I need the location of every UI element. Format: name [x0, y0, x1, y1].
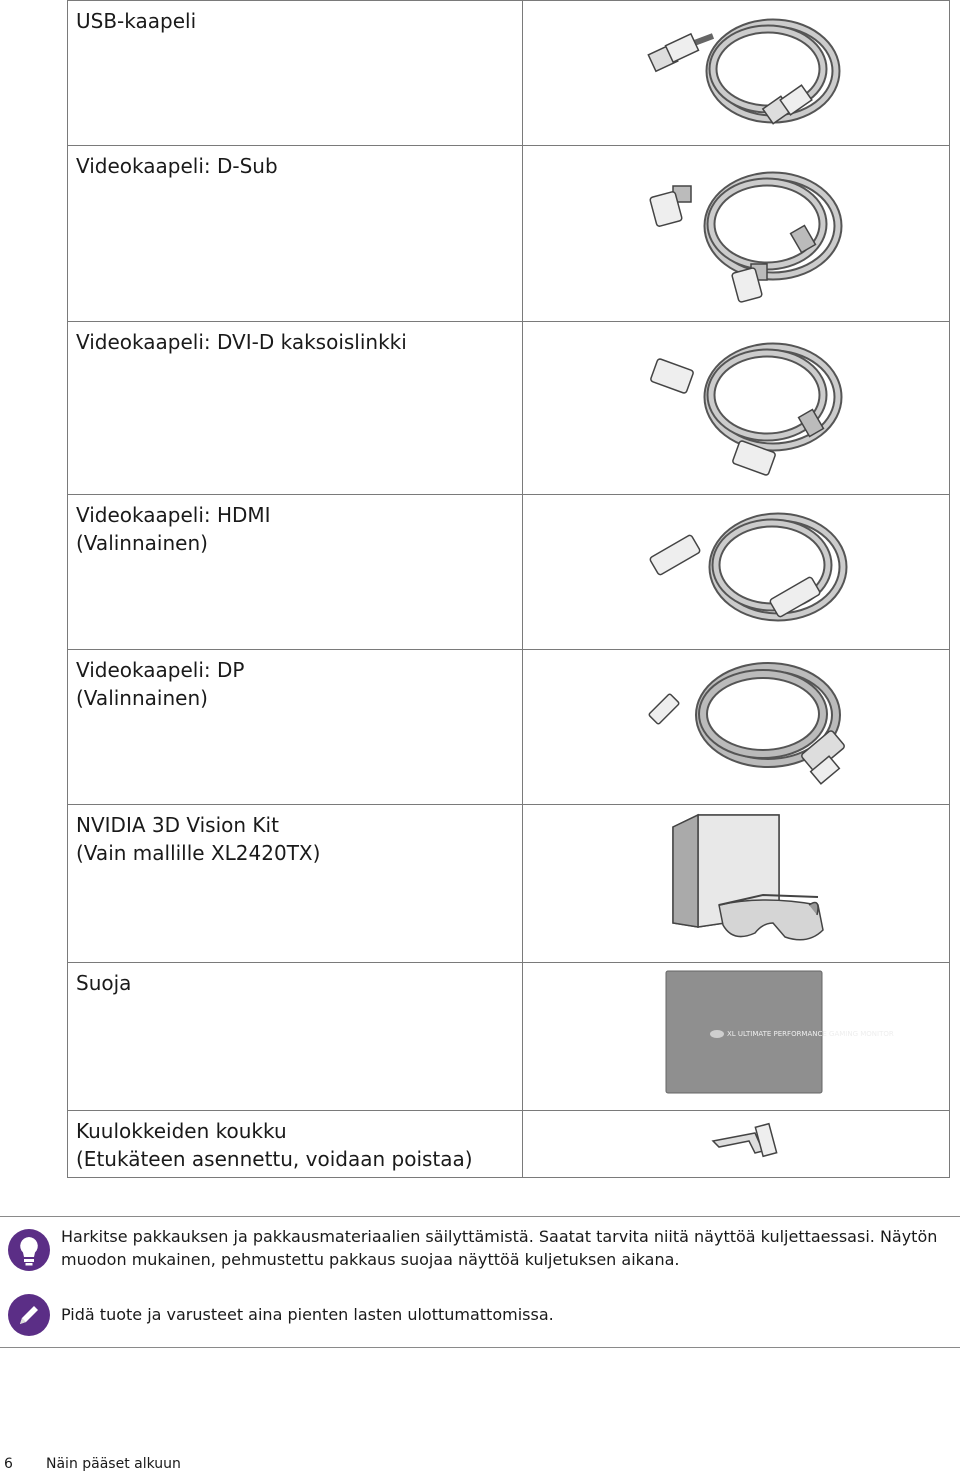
tip-text: Harkitse pakkauksen ja pakkausmateriaalien säilyttämistä. Saatat tarvita niitä näyttöä kuljettaessasi. Näytön muodon mukainen, pehmustettu pakkaus suojaa näyttöä kuljetuksen aikana. [61, 1227, 938, 1269]
item-row-dp [68, 650, 950, 805]
cover-image [523, 963, 950, 1111]
warning-text: Pidä tuote ja varusteet aina pienten lasten ulottumattomissa. [61, 1305, 554, 1324]
dvi-cable-image [523, 322, 950, 495]
item-label: Kuulokkeiden koukku (Etukäteen asennettu, voidaan poistaa) [68, 1111, 523, 1178]
accessories-table [67, 0, 950, 1178]
3d-vision-kit-image [523, 805, 950, 963]
item-row-3d-vision [68, 805, 950, 963]
notes-section [0, 1216, 960, 1217]
pencil-icon [7, 1293, 51, 1337]
headphone-hook-image [523, 1111, 950, 1178]
item-row-dsub [68, 146, 950, 322]
item-label: Videokaapeli: DVI-D kaksoislinkki [68, 322, 523, 495]
item-row-hdmi [68, 495, 950, 650]
hdmi-cable-image [523, 495, 950, 650]
item-row-headphone-hook [68, 1111, 950, 1178]
lightbulb-icon [7, 1228, 51, 1272]
item-label: NVIDIA 3D Vision Kit (Vain mallille XL2420TX) [68, 805, 523, 963]
svg-text:XL ULTIMATE PERFORMANCE GAMING: XL ULTIMATE PERFORMANCE GAMING MONITOR [727, 1030, 894, 1038]
item-label: USB-kaapeli [68, 1, 523, 146]
item-label: Videokaapeli: DP (Valinnainen) [68, 650, 523, 805]
item-row-usb [68, 1, 950, 146]
usb-cable-image [523, 1, 950, 146]
item-label: Suoja [68, 963, 523, 1111]
section-title: Näin pääset alkuun [46, 1456, 181, 1472]
dp-cable-image [523, 650, 950, 805]
item-label: Videokaapeli: D-Sub [68, 146, 523, 322]
dsub-cable-image [523, 146, 950, 322]
item-row-dvi [68, 322, 950, 495]
item-label: Videokaapeli: HDMI (Valinnainen) [68, 495, 523, 650]
page-number: 6 [4, 1456, 13, 1472]
section-divider [0, 1347, 960, 1348]
item-row-cover [68, 963, 950, 1111]
